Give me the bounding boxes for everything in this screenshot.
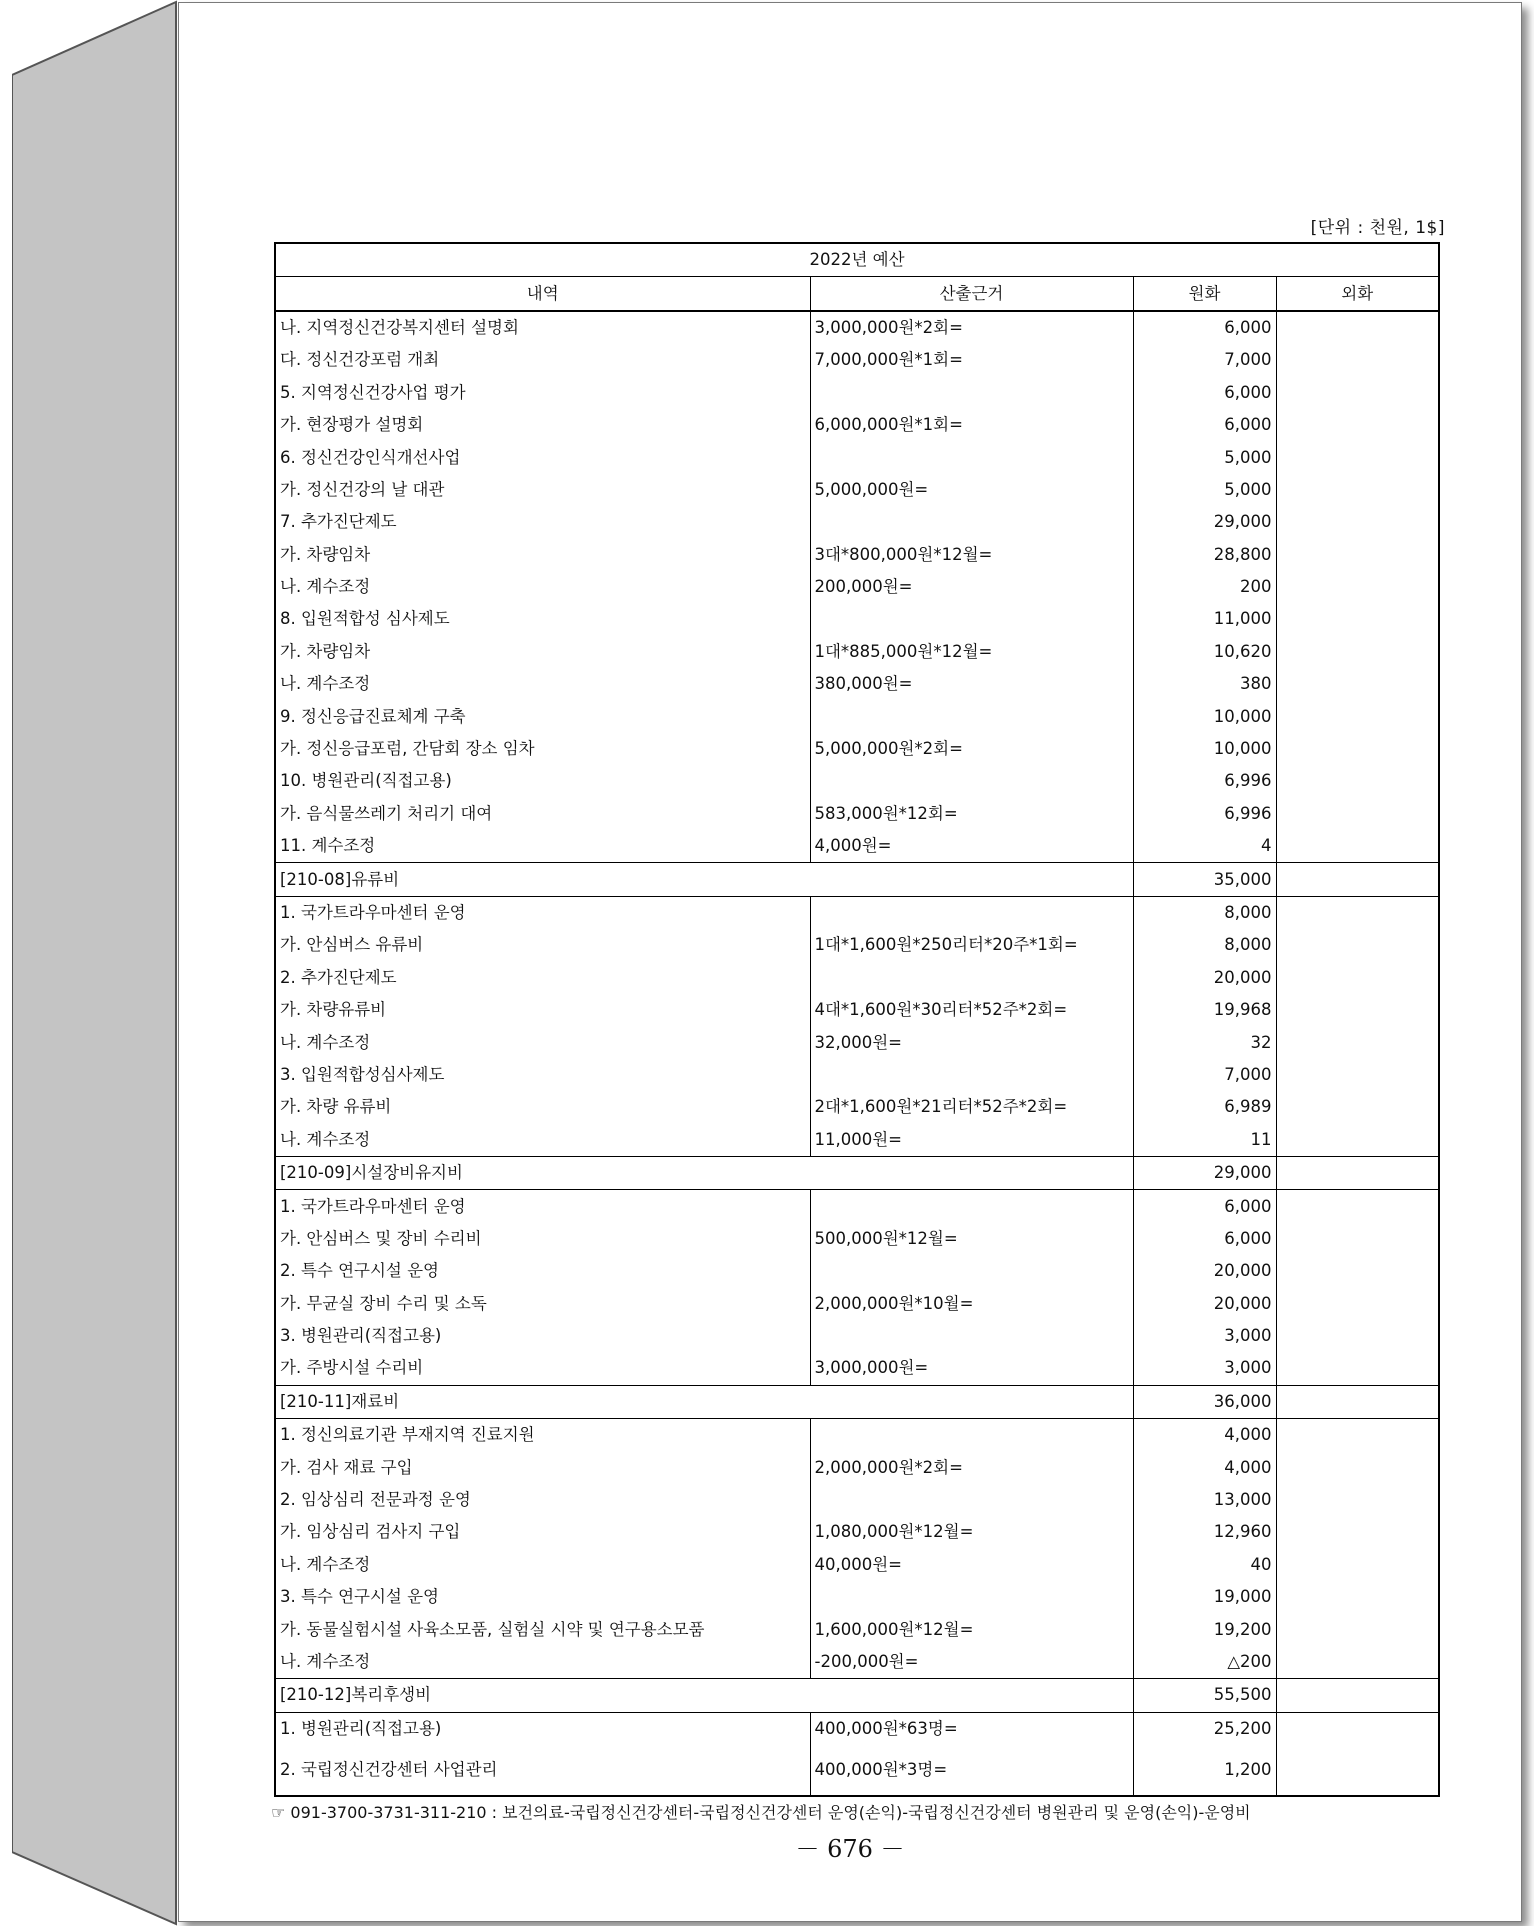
row-basis: 1,600,000원*12월= xyxy=(810,1613,1133,1645)
page-number: － 676 － xyxy=(795,1835,905,1863)
row-foreign-amount xyxy=(1276,539,1439,571)
column-header-basis: 산출근거 xyxy=(810,277,1133,311)
row-krw-amount: 32 xyxy=(1133,1026,1276,1058)
row-foreign-amount xyxy=(1276,474,1439,506)
table-row xyxy=(275,1288,1439,1320)
table-row xyxy=(275,539,1439,571)
row-description: 가. 정신건강의 날 대관 xyxy=(275,474,810,506)
row-foreign-amount xyxy=(1276,1745,1439,1796)
row-description: 가. 차량임차 xyxy=(275,539,810,571)
row-krw-amount: 20,000 xyxy=(1133,1255,1276,1287)
table-row xyxy=(275,1516,1439,1548)
table-row xyxy=(275,506,1439,538)
row-description: 1. 국가트라우마센터 운영 xyxy=(275,896,810,929)
table-row xyxy=(275,1255,1439,1287)
category-label: [210-08]유류비 xyxy=(275,863,1133,896)
row-krw-amount: △200 xyxy=(1133,1646,1276,1679)
row-description: 나. 계수조정 xyxy=(275,571,810,603)
row-basis xyxy=(810,765,1133,797)
unit-label: [단위 : 천원, 1$] xyxy=(1310,218,1445,238)
row-basis: 2,000,000원*2회= xyxy=(810,1451,1133,1483)
row-description: 가. 안심버스 유류비 xyxy=(275,929,810,961)
table-row xyxy=(275,765,1439,797)
table-row xyxy=(275,700,1439,732)
table-row xyxy=(275,1059,1439,1091)
row-description: 3. 병원관리(직접고용) xyxy=(275,1320,810,1352)
row-foreign-amount xyxy=(1276,765,1439,797)
book-side-decoration xyxy=(12,0,182,1926)
category-label: [210-11]재료비 xyxy=(275,1385,1133,1418)
table-row xyxy=(275,1581,1439,1613)
row-foreign-amount xyxy=(1276,700,1439,732)
row-foreign-amount xyxy=(1276,1712,1439,1745)
row-foreign-amount xyxy=(1276,1385,1439,1418)
row-foreign-amount xyxy=(1276,929,1439,961)
row-description: 나. 계수조정 xyxy=(275,1026,810,1058)
row-foreign-amount xyxy=(1276,1613,1439,1645)
table-row xyxy=(275,1549,1439,1581)
row-krw-amount: 20,000 xyxy=(1133,962,1276,994)
row-krw-amount: 6,989 xyxy=(1133,1091,1276,1123)
row-basis: 500,000원*12월= xyxy=(810,1223,1133,1255)
row-krw-amount: 36,000 xyxy=(1133,1385,1276,1418)
table-row xyxy=(275,1026,1439,1058)
table-row xyxy=(275,1091,1439,1123)
row-description: 가. 검사 재료 구입 xyxy=(275,1451,810,1483)
row-description: 가. 안심버스 및 장비 수리비 xyxy=(275,1223,810,1255)
row-description: 나. 계수조정 xyxy=(275,1124,810,1157)
row-krw-amount: 20,000 xyxy=(1133,1288,1276,1320)
row-foreign-amount xyxy=(1276,571,1439,603)
column-header-krw: 원화 xyxy=(1133,277,1276,311)
row-description: 나. 계수조정 xyxy=(275,1549,810,1581)
category-label: [210-12]복리후생비 xyxy=(275,1679,1133,1712)
row-foreign-amount xyxy=(1276,1091,1439,1123)
row-basis: 1대*885,000원*12월= xyxy=(810,636,1133,668)
row-krw-amount: 25,200 xyxy=(1133,1712,1276,1745)
row-foreign-amount xyxy=(1276,409,1439,441)
budget-table xyxy=(274,242,1440,1797)
row-krw-amount: 6,000 xyxy=(1133,409,1276,441)
row-description: 5. 지역정신건강사업 평가 xyxy=(275,377,810,409)
row-foreign-amount xyxy=(1276,896,1439,929)
row-basis xyxy=(810,1581,1133,1613)
row-description: 가. 차량임차 xyxy=(275,636,810,668)
row-description: 11. 계수조정 xyxy=(275,830,810,863)
row-foreign-amount xyxy=(1276,1124,1439,1157)
row-description: 9. 정신응급진료체계 구축 xyxy=(275,700,810,732)
year-header-row xyxy=(275,243,1439,277)
table-row xyxy=(275,994,1439,1026)
row-foreign-amount xyxy=(1276,1190,1439,1223)
row-foreign-amount xyxy=(1276,311,1439,344)
row-basis xyxy=(810,1190,1133,1223)
row-description: 가. 현장평가 설명회 xyxy=(275,409,810,441)
row-krw-amount: 11,000 xyxy=(1133,603,1276,635)
row-description: 8. 입원적합성 심사제도 xyxy=(275,603,810,635)
row-description: 가. 차량유류비 xyxy=(275,994,810,1026)
row-krw-amount: 6,996 xyxy=(1133,765,1276,797)
row-description: 3. 특수 연구시설 운영 xyxy=(275,1581,810,1613)
row-basis xyxy=(810,506,1133,538)
row-description: 가. 차량 유류비 xyxy=(275,1091,810,1123)
row-krw-amount: 10,000 xyxy=(1133,700,1276,732)
row-krw-amount: 4 xyxy=(1133,830,1276,863)
account-code-note: ☞ 091-3700-3731-311-210 : 보건의료-국립정신건강센터-국립정신건강센터 운영(손익)-국립정신건강센터 병원관리 및 운영(손익)-운영비 xyxy=(271,1803,1251,1822)
row-foreign-amount xyxy=(1276,344,1439,376)
row-description: 2. 임상심리 전문과정 운영 xyxy=(275,1484,810,1516)
row-krw-amount: 3,000 xyxy=(1133,1352,1276,1385)
column-header-row xyxy=(275,277,1439,311)
row-foreign-amount xyxy=(1276,798,1439,830)
row-basis: 4대*1,600원*30리터*52주*2회= xyxy=(810,994,1133,1026)
category-label: [210-09]시설장비유지비 xyxy=(275,1156,1133,1189)
row-foreign-amount xyxy=(1276,1549,1439,1581)
row-krw-amount: 29,000 xyxy=(1133,506,1276,538)
table-row xyxy=(275,1124,1439,1157)
row-basis: 32,000원= xyxy=(810,1026,1133,1058)
row-krw-amount: 6,000 xyxy=(1133,311,1276,344)
row-basis xyxy=(810,1320,1133,1352)
table-row xyxy=(275,603,1439,635)
year-header: 2022년 예산 xyxy=(275,243,1439,277)
row-foreign-amount xyxy=(1276,1679,1439,1712)
table-row xyxy=(275,668,1439,700)
row-krw-amount: 12,960 xyxy=(1133,1516,1276,1548)
row-foreign-amount xyxy=(1276,994,1439,1026)
row-basis: 3,000,000원= xyxy=(810,1352,1133,1385)
row-krw-amount: 11 xyxy=(1133,1124,1276,1157)
row-basis: 11,000원= xyxy=(810,1124,1133,1157)
row-krw-amount: 10,620 xyxy=(1133,636,1276,668)
row-description: 가. 동물실험시설 사육소모품, 실험실 시약 및 연구용소모품 xyxy=(275,1613,810,1645)
table-row xyxy=(275,571,1439,603)
row-description: 1. 병원관리(직접고용) xyxy=(275,1712,810,1745)
row-foreign-amount xyxy=(1276,830,1439,863)
row-krw-amount: 6,996 xyxy=(1133,798,1276,830)
row-basis: 200,000원= xyxy=(810,571,1133,603)
table-row xyxy=(275,377,1439,409)
row-foreign-amount xyxy=(1276,1646,1439,1679)
table-row xyxy=(275,798,1439,830)
row-foreign-amount xyxy=(1276,863,1439,896)
row-basis: -200,000원= xyxy=(810,1646,1133,1679)
row-basis: 1대*1,600원*250리터*20주*1회= xyxy=(810,929,1133,961)
row-basis: 6,000,000원*1회= xyxy=(810,409,1133,441)
row-foreign-amount xyxy=(1276,1059,1439,1091)
row-basis xyxy=(810,1059,1133,1091)
row-krw-amount: 4,000 xyxy=(1133,1419,1276,1452)
document-page xyxy=(178,2,1522,1922)
row-krw-amount: 29,000 xyxy=(1133,1156,1276,1189)
row-basis xyxy=(810,1255,1133,1287)
category-row xyxy=(275,1679,1439,1712)
category-row xyxy=(275,1156,1439,1189)
row-krw-amount: 13,000 xyxy=(1133,1484,1276,1516)
budget-table-body xyxy=(275,311,1439,1796)
row-description: 2. 국립정신건강센터 사업관리 xyxy=(275,1745,810,1796)
row-basis xyxy=(810,700,1133,732)
row-krw-amount: 19,968 xyxy=(1133,994,1276,1026)
table-row xyxy=(275,1745,1439,1796)
row-krw-amount: 6,000 xyxy=(1133,377,1276,409)
row-description: 가. 주방시설 수리비 xyxy=(275,1352,810,1385)
row-foreign-amount xyxy=(1276,636,1439,668)
row-foreign-amount xyxy=(1276,733,1439,765)
row-foreign-amount xyxy=(1276,506,1439,538)
row-foreign-amount xyxy=(1276,1223,1439,1255)
row-krw-amount: 19,200 xyxy=(1133,1613,1276,1645)
row-description: 가. 임상심리 검사지 구입 xyxy=(275,1516,810,1548)
row-description: 나. 계수조정 xyxy=(275,1646,810,1679)
row-basis: 3,000,000원*2회= xyxy=(810,311,1133,344)
table-row xyxy=(275,1320,1439,1352)
row-foreign-amount xyxy=(1276,441,1439,473)
row-foreign-amount xyxy=(1276,1451,1439,1483)
row-krw-amount: 19,000 xyxy=(1133,1581,1276,1613)
row-foreign-amount xyxy=(1276,1419,1439,1452)
row-foreign-amount xyxy=(1276,962,1439,994)
row-foreign-amount xyxy=(1276,1320,1439,1352)
row-description: 가. 정신응급포럼, 간담회 장소 임차 xyxy=(275,733,810,765)
row-description: 가. 음식물쓰레기 처리기 대여 xyxy=(275,798,810,830)
row-krw-amount: 380 xyxy=(1133,668,1276,700)
row-basis xyxy=(810,896,1133,929)
row-basis xyxy=(810,441,1133,473)
row-krw-amount: 3,000 xyxy=(1133,1320,1276,1352)
row-basis xyxy=(810,377,1133,409)
row-foreign-amount xyxy=(1276,1484,1439,1516)
row-foreign-amount xyxy=(1276,377,1439,409)
row-basis: 1,080,000원*12월= xyxy=(810,1516,1133,1548)
row-krw-amount: 8,000 xyxy=(1133,896,1276,929)
row-foreign-amount xyxy=(1276,1581,1439,1613)
row-krw-amount: 8,000 xyxy=(1133,929,1276,961)
table-row xyxy=(275,1613,1439,1645)
column-header-description: 내역 xyxy=(275,277,810,311)
column-header-foreign: 외화 xyxy=(1276,277,1439,311)
row-krw-amount: 35,000 xyxy=(1133,863,1276,896)
row-description: 10. 병원관리(직접고용) xyxy=(275,765,810,797)
row-krw-amount: 5,000 xyxy=(1133,474,1276,506)
table-row xyxy=(275,733,1439,765)
row-foreign-amount xyxy=(1276,603,1439,635)
row-basis: 5,000,000원= xyxy=(810,474,1133,506)
table-row xyxy=(275,441,1439,473)
row-krw-amount: 10,000 xyxy=(1133,733,1276,765)
row-basis: 583,000원*12회= xyxy=(810,798,1133,830)
row-description: 2. 특수 연구시설 운영 xyxy=(275,1255,810,1287)
row-basis: 3대*800,000원*12월= xyxy=(810,539,1133,571)
table-row xyxy=(275,409,1439,441)
table-row xyxy=(275,896,1439,929)
row-basis xyxy=(810,603,1133,635)
table-row xyxy=(275,1223,1439,1255)
table-row xyxy=(275,636,1439,668)
row-foreign-amount xyxy=(1276,1352,1439,1385)
row-krw-amount: 4,000 xyxy=(1133,1451,1276,1483)
row-foreign-amount xyxy=(1276,1516,1439,1548)
row-krw-amount: 55,500 xyxy=(1133,1679,1276,1712)
row-basis: 380,000원= xyxy=(810,668,1133,700)
row-description: 다. 정신건강포럼 개최 xyxy=(275,344,810,376)
table-row xyxy=(275,344,1439,376)
row-krw-amount: 1,200 xyxy=(1133,1745,1276,1796)
row-description: 가. 무균실 장비 수리 및 소독 xyxy=(275,1288,810,1320)
row-krw-amount: 6,000 xyxy=(1133,1190,1276,1223)
table-row xyxy=(275,1352,1439,1385)
table-row xyxy=(275,830,1439,863)
category-row xyxy=(275,863,1439,896)
table-row xyxy=(275,1484,1439,1516)
row-description: 나. 지역정신건강복지센터 설명회 xyxy=(275,311,810,344)
row-foreign-amount xyxy=(1276,1026,1439,1058)
row-description: 3. 입원적합성심사제도 xyxy=(275,1059,810,1091)
row-description: 6. 정신건강인식개선사업 xyxy=(275,441,810,473)
row-basis: 2,000,000원*10월= xyxy=(810,1288,1133,1320)
row-basis xyxy=(810,1484,1133,1516)
row-description: 7. 추가진단제도 xyxy=(275,506,810,538)
row-krw-amount: 28,800 xyxy=(1133,539,1276,571)
row-basis: 7,000,000원*1회= xyxy=(810,344,1133,376)
row-krw-amount: 5,000 xyxy=(1133,441,1276,473)
row-basis: 400,000원*3명= xyxy=(810,1745,1133,1796)
table-row xyxy=(275,1190,1439,1223)
row-foreign-amount xyxy=(1276,668,1439,700)
row-description: 1. 정신의료기관 부재지역 진료지원 xyxy=(275,1419,810,1452)
row-krw-amount: 6,000 xyxy=(1133,1223,1276,1255)
row-basis: 40,000원= xyxy=(810,1549,1133,1581)
row-krw-amount: 200 xyxy=(1133,571,1276,603)
row-krw-amount: 7,000 xyxy=(1133,344,1276,376)
row-basis: 2대*1,600원*21리터*52주*2회= xyxy=(810,1091,1133,1123)
table-row xyxy=(275,311,1439,344)
table-row xyxy=(275,929,1439,961)
table-row xyxy=(275,1419,1439,1452)
row-basis xyxy=(810,962,1133,994)
row-basis: 400,000원*63명= xyxy=(810,1712,1133,1745)
table-row xyxy=(275,1646,1439,1679)
table-row xyxy=(275,1451,1439,1483)
table-row xyxy=(275,474,1439,506)
row-foreign-amount xyxy=(1276,1156,1439,1189)
table-row xyxy=(275,1712,1439,1745)
row-basis xyxy=(810,1419,1133,1452)
row-krw-amount: 7,000 xyxy=(1133,1059,1276,1091)
row-description: 나. 계수조정 xyxy=(275,668,810,700)
row-foreign-amount xyxy=(1276,1288,1439,1320)
category-row xyxy=(275,1385,1439,1418)
row-krw-amount: 40 xyxy=(1133,1549,1276,1581)
row-foreign-amount xyxy=(1276,1255,1439,1287)
row-description: 2. 추가진단제도 xyxy=(275,962,810,994)
row-description: 1. 국가트라우마센터 운영 xyxy=(275,1190,810,1223)
table-row xyxy=(275,962,1439,994)
row-basis: 5,000,000원*2회= xyxy=(810,733,1133,765)
row-basis: 4,000원= xyxy=(810,830,1133,863)
